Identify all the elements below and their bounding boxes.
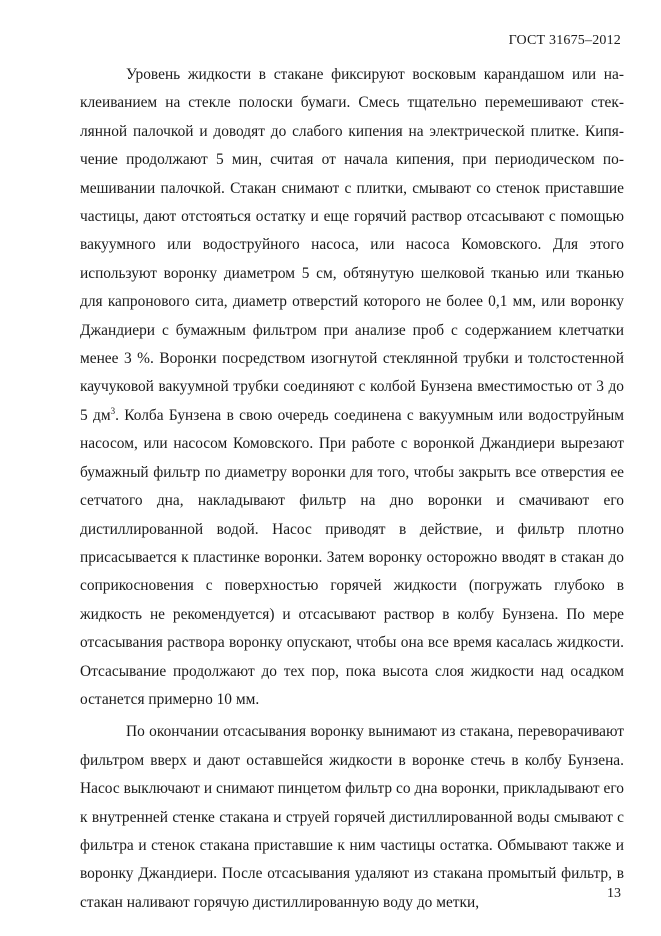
paragraph-1-text-b: . Колба Бунзена в свою очередь соединена с вакуумным или водоструйным насосом, или насосом Комовского. При работе с воронкой Джандиери вырезают бумажный фильтр по диаметру воронки для того, чтобы закрыть все отверстия ее сетчатого дна, накладывают фильтр на дно воронки и смачивают его дистиллированной водой. Насос приводят в действие, и фильтр плотно присасывается к пластинке воронки. Затем воронку осторожно вводят в стакан до соприкосновения с поверхностью горячей жидкости (погружать глубоко в жидкость не рекомендуется) и отсасывают раствор в колбу Бунзена. По мере отсасывания раствора воронку опускают, чтобы она все время касалась жидкости. Отсасывание продолжают до тех пор, пока высота слоя жидкости над осадком останется примерно 10 мм. (80, 406, 625, 708)
page-number: 13 (607, 886, 621, 901)
standard-id: ГОСТ 31675–2012 (508, 33, 621, 48)
document-header (509, 33, 621, 49)
paragraph-2: По окончании отсасывания воронку вынимают из стакана, переворачивают фильтром вверх и дают оставшейся жидкости в воронке стечь в колбу Бунзена. Насос выключают и снимают пинцетом фильтр со дна воронки, прикладывают его к внутренней стенке стакана и струей горячей дистиллированной воды смывают с фильтра и стенок стакана приставшие к ним частицы остатка. Обмывают также и воронку Джандиери. После отсасывания удаляют из стакана промытый фильтр, в стакан наливают горячую дистиллированную воду до метки, (80, 723, 624, 911)
page-body (80, 61, 624, 917)
paragraph-1 (80, 61, 624, 714)
unit-superscript: 3 (110, 405, 116, 416)
paragraph-1-text-a: Уровень жидкости в стакане фиксируют восковым карандашом или наклеиванием на стекле полоски бумаги. Смесь тщательно перемешивают стеклянной палочкой и доводят до слабого кипения на электрической плитке. Кипячение продолжают 5 мин, считая от начала кипения, при периодическом помешивании палочкой. Стакан снимают с плитки, смывают со стенок приставшие частицы, дают отстояться остатку и еще горячий раствор отсасывают с помощью вакуумного или водоструйного насоса, или насоса Комовского. Для этого используют воронку диаметром 5 см, обтянутую шелковой тканью или тканью для капронового сита, диаметр отверстий которого не более 0,1 мм, или воронку Джандиери с бумажным фильтром при анализе проб с содержанием клетчатки менее 3 %. Воронки посредством изогнутой стеклянной трубки и толстостенной каучуковой вакуумной трубки соединяют с колбой Бунзена вместимостью от 3 до 5 дм (80, 66, 624, 424)
